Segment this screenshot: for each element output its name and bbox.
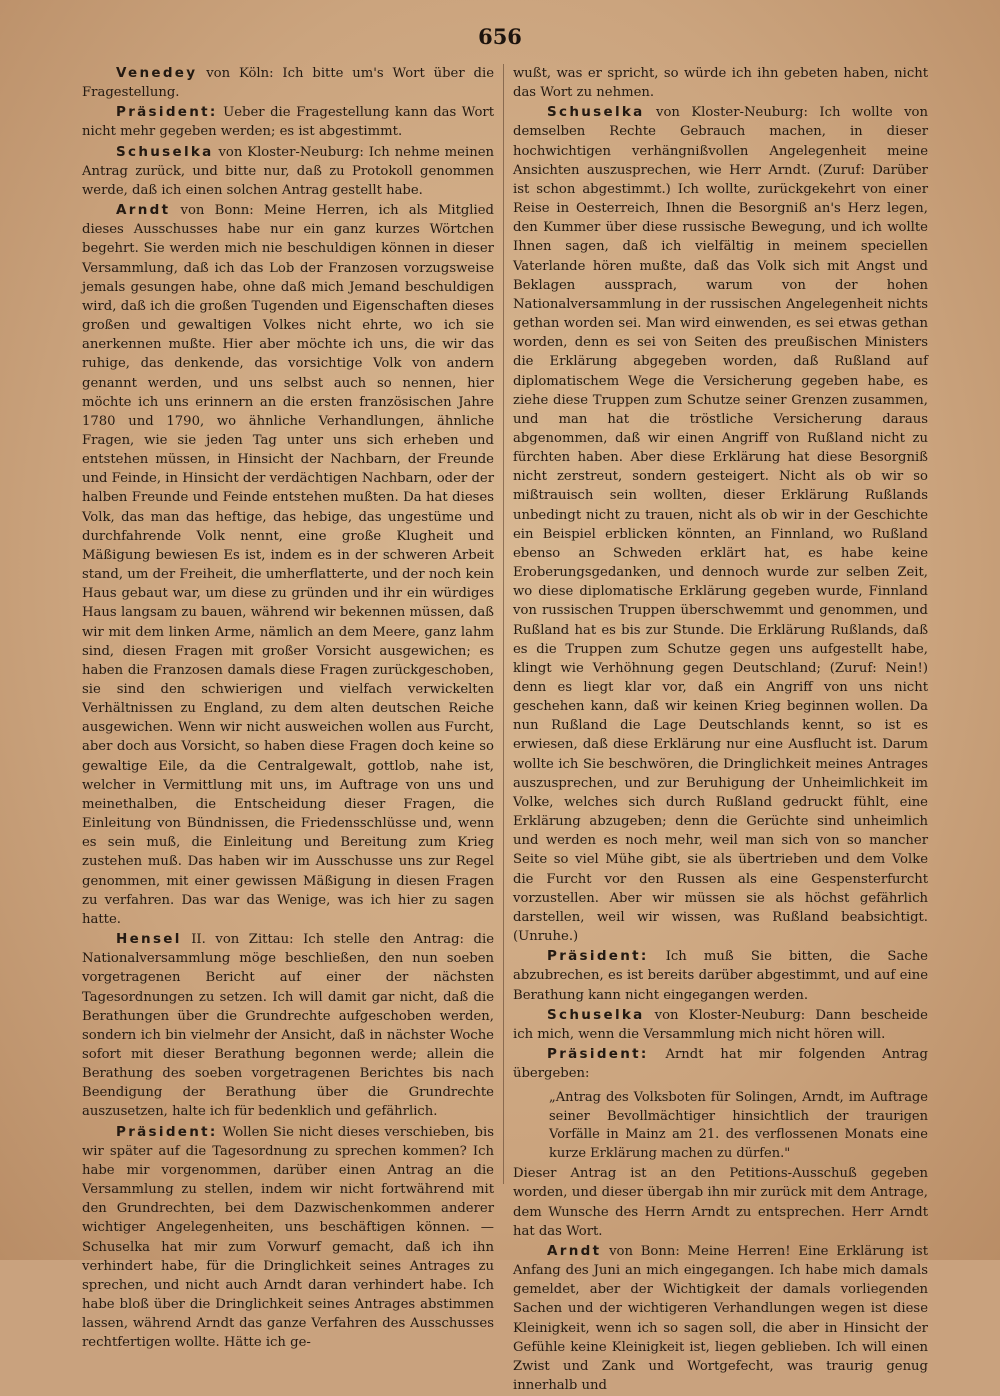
speech-paragraph (513, 1242, 928, 1395)
speech-text: Ueber die Fragestellung kann das Wort nicht mehr gegeben werden; es ist abgestimmt. (82, 105, 494, 140)
speech-text: Wollen Sie nicht dieses verschieben, bis wir später auf die Tagesordnung zu sprechen kommen? Ich habe mir vorgenommen, darüber einen Antrag an die Versammlung zu stellen, indem wir nicht fortwährend mit den Grundrechten, bei dem Dazwischenkommen anderer wichtiger Angelegenheiten, uns beschäftigen können. — Schuselka hat mir zum Vorwurf gemacht, daß ich ihn verhindert habe, für die Dringlichkeit seines Antrages zu sprechen, und nicht auch Arndt daran verhindert habe. Ich habe bloß über die Dringlichkeit seines Antrages abstimmen lassen, während Arndt das ganze Verfahren des Ausschusses rechtfertigen wollte. Hätte ich ge- (82, 1124, 494, 1351)
speech-text: Ich muß Sie bitten, die Sache abzubrechen, es ist bereits darüber abgestimmt, und auf eine Berathung kann nicht eingegangen werden. (513, 949, 928, 1003)
speech-paragraph (82, 143, 494, 200)
speech-text: von Köln: Ich bitte um's Wort über die Fragestellung. (82, 66, 494, 101)
speech-text: von Kloster-Neuburg: Dann bescheide ich mich, wenn die Versammlung mich nicht hören will. (513, 1007, 928, 1042)
speaker-name: Präsident: (547, 948, 649, 965)
speech-text: von Bonn: Meine Herren, ich als Mitglied dieses Ausschusses habe nur ein ganz kurzes Wörtchen begehrt. Sie werden mich nie beschuldigen können in dieser Versammlung, daß ich das Lob der Franzosen vorzugsweise jemals gesungen habe, ohne daß mich Jemand beschuldigen wird, daß ich die großen Tugenden und Eigenschaften dieses großen und gewaltigen Volkes nicht ehrte, wo ich sie anerkennen mußte. Hier aber möchte ich uns, die wir das ruhige, das denkende, das vorsichtige Volk von andern genannt werden, und uns selbst auch so nennen, hier möchte ich uns erinnern an die ersten französischen Jahre 1780 und 1790, wo ähnliche Verhandlungen, ähnliche Fragen, wie sie jeden Tag unter uns sich erheben und entstehen müssen, in Hinsicht der Nachbarn, der Freunde und Feinde, in Hinsicht der verdächtigen Nachbarn, oder der halben Freunde und Feinde entstehen mußten. Da hat dieses Volk, das man das heftige, das hebige, das ungestüme und durchfahrende Volk nennt, eine große Klugheit und Mäßigung bewiesen Es ist, indem es in der schweren Arbeit stand, um der Freiheit, die umherflatterte, und der noch kein Haus gebaut war, um diese zu gründen und ihr ein würdiges Haus langsam zu bauen, während wir bekennen müssen, daß wir mit dem linken Arme, nämlich an dem Meere, ganz lahm sind, diesen Fragen mit großer Vorsicht ausgewichen; es haben die Franzosen damals diese Fragen zurückgeschoben, sie sind den schwierigen und vielfach verwickelten Verhältnissen zu England, zu dem alten deutschen Reiche ausgewichen. Wenn wir nicht ausweichen wollen aus Furcht, aber doch aus Vorsicht, so haben diese Fragen doch keine so gewaltige Eile, da die Centralgewalt, gottlob, nahe ist, welcher in Vermittlung mit uns, im Auftrage von uns und meinethalben, die Entscheidung dieser Fragen, die Einleitung von Bündnissen, die Friedensschlüsse und, wenn es sein muß, die Einleitung und Bereitung zum Krieg zustehen muß. Das haben wir im Ausschusse uns zur Regel genommen, mit einer gewissen Mäßigung in diesen Fragen zu verfahren. Das war das Wenige, was ich hier zu sagen hatte. (82, 203, 494, 927)
speech-text: von Kloster-Neuburg: Ich wollte von demselben Rechte Gebrauch machen, in dieser hochwichtigen verhängnißvollen Angelegenheit meine Ansichten auszusprechen, wie Herr Arndt. (Zuruf: Darüber ist schon abgestimmt.) Ich wollte, zurückgekehrt von einer Reise in Oesterreich, Ihnen die Besorgniß an's Herz legen, den Kummer über diese russische Bewegung, und ich wollte Ihnen sagen, daß ich vielfältig in meinem speciellen Vaterlande hören mußte, daß das Volk sich mit Angst und Beklagen aussprach, warum von der hohen Nationalversammlung in der russischen Angelegenheit nichts gethan worden sei. Man wird einwenden, es sei etwas gethan worden, denn es sei von Seiten des preußischen Ministers die Erklärung abgegeben worden, daß Rußland auf diplomatischem Wege die Versicherung gegeben habe, es ziehe diese Truppen zum Schutze seiner Grenzen zusammen, und man hat die tröstliche Versicherung daraus abgenommen, daß wir einen Angriff von Rußland nicht zu fürchten haben. Aber diese Erklärung hat diese Besorgniß nicht zerstreut, sondern gesteigert. Nicht als ob wir so mißtrauisch sein wollten, dieser Erklärung Rußlands unbedingt nicht zu trauen, nicht als ob wir in der Geschichte ein Beispiel erblicken könnten, an Finnland, wo Rußland ebenso an Schweden erklärt hat, es habe keine Eroberungsgedanken, und dennoch wurde zur selben Zeit, wo diese diplomatische Erklärung gegeben wurde, Finnland von russischen Truppen überschwemmt und genommen, und Rußland hat es bis zur Stunde. Die Erklärung Rußlands, daß es die Truppen zum Schutze gegen uns aufgestellt habe, klingt wie Verhöhnung gegen Deutschland; (Zuruf: Nein!) denn es liegt klar vor, daß ein Angriff von uns nicht geschehen kann, daß wir keinen Krieg beginnen wollen. Da nun Rußland die Lage Deutschlands kennt, so ist es erwiesen, daß diese Erklärung nur eine Ausflucht ist. Darum wollte ich Sie beschwören, die Dringlichkeit meines Antrages auszusprechen, und zur Beruhigung der Unheimlichkeit im Volke, welches sich durch Rußland gedruckt fühlt, eine Erklärung abzugeben; denn die Gerüchte sind unheimlich und werden es noch mehr, weil man sich von so mancher Seite so viel Mühe gibt, sie als übertrieben und dem Volke die Furcht vor den Russen als eine Gespensterfurcht vorzustellen. Aber wir müssen sie als höchst gefährlich darstellen, weil wir wissen, was Rußland beabsichtigt. (Unruhe.) (513, 105, 928, 945)
speech-paragraph (513, 947, 928, 1004)
speech-paragraph (82, 103, 494, 141)
speech-paragraph (82, 1123, 494, 1353)
speech-text: von Kloster-Neuburg: Ich nehme meinen Antrag zurück, und bitte nur, daß zu Protokoll genommen werde, daß ich einen solchen Antrag gestellt habe. (82, 144, 494, 198)
speech-text: Arndt hat mir folgenden Antrag übergeben: (513, 1046, 928, 1082)
column-divider (503, 64, 504, 1184)
speech-text: II. von Zittau: Ich stelle den Antrag: die Nationalversammlung möge beschließen, den nun soeben vorgetragenen Bericht auf einer der nächsten Tagesordnungen zu setzen. Ich will damit gar nicht, daß die Berathungen über die Grundrechte aufgeschoben werden, sondern ich bin vielmehr der Ansicht, daß in nächster Woche sofort mit dieser Berathung begonnen werde; allein die Berathung des soeben vorgetragenen Berichtes bis nach Beendigung der Berathung über die Grundrechte auszusetzen, halte ich für bedenklich und gefährlich. (82, 932, 494, 1120)
speaker-name: Arndt (547, 1242, 602, 1259)
speech-paragraph (513, 1045, 928, 1083)
speech-text: von Bonn: Meine Herren! Eine Erklärung ist Anfang des Juni an mich eingegangen. Ich habe mich damals gemeldet, aber der Wichtigkeit der damals vorliegenden Sachen und der wichtigeren Verhandlungen wegen ist diese Kleinigkeit, wenn ich so sagen soll, die aber in Hinsicht der Gefühle keine Kleinigkeit ist, liegen geblieben. Ich will einen Zwist und Zank und Wortgefecht, was traurig genug innerhalb und (513, 1243, 928, 1393)
speaker-name: Schuselka (547, 1006, 645, 1023)
speaker-name: Präsident: (547, 1045, 649, 1062)
speech-paragraph (513, 103, 928, 946)
speech-paragraph (82, 201, 494, 929)
speaker-name: Hensel (116, 931, 182, 948)
speaker-name: Schuselka (116, 143, 214, 160)
right-column (513, 64, 928, 1396)
speech-paragraph (82, 930, 494, 1122)
narrative-text: Dieser Antrag ist an den Petitions-Ausschuß gegeben worden, und dieser übergab ihn mir zurück mit dem Antrage, dem Wunsche des Herrn Arndt zu entsprechen. Herr Arndt hat das Wort. (513, 1166, 928, 1239)
left-column (82, 64, 494, 1353)
motion-quote (549, 1089, 928, 1163)
speaker-name: Arndt (116, 202, 171, 219)
speech-paragraph (513, 1006, 928, 1044)
speaker-name: Schuselka (547, 104, 645, 121)
speaker-name: Präsident: (116, 1123, 218, 1140)
page-number: 656 (478, 24, 522, 49)
speaker-name: Venedey (116, 65, 198, 81)
speech-paragraph (82, 64, 494, 102)
speaker-name: Präsident: (116, 104, 218, 121)
motion-quote-text: „Antrag des Volksboten für Solingen, Arndt, im Auftrage seiner Bevollmächtiger hinsichtlich der traurigen Vorfälle in Mainz am 21. des verflossenen Monats eine kurze Erklärung machen zu dürfen." (549, 1090, 928, 1161)
continued-text: wußt, was er spricht, so würde ich ihn gebeten haben, nicht das Wort zu nehmen. (513, 66, 928, 101)
